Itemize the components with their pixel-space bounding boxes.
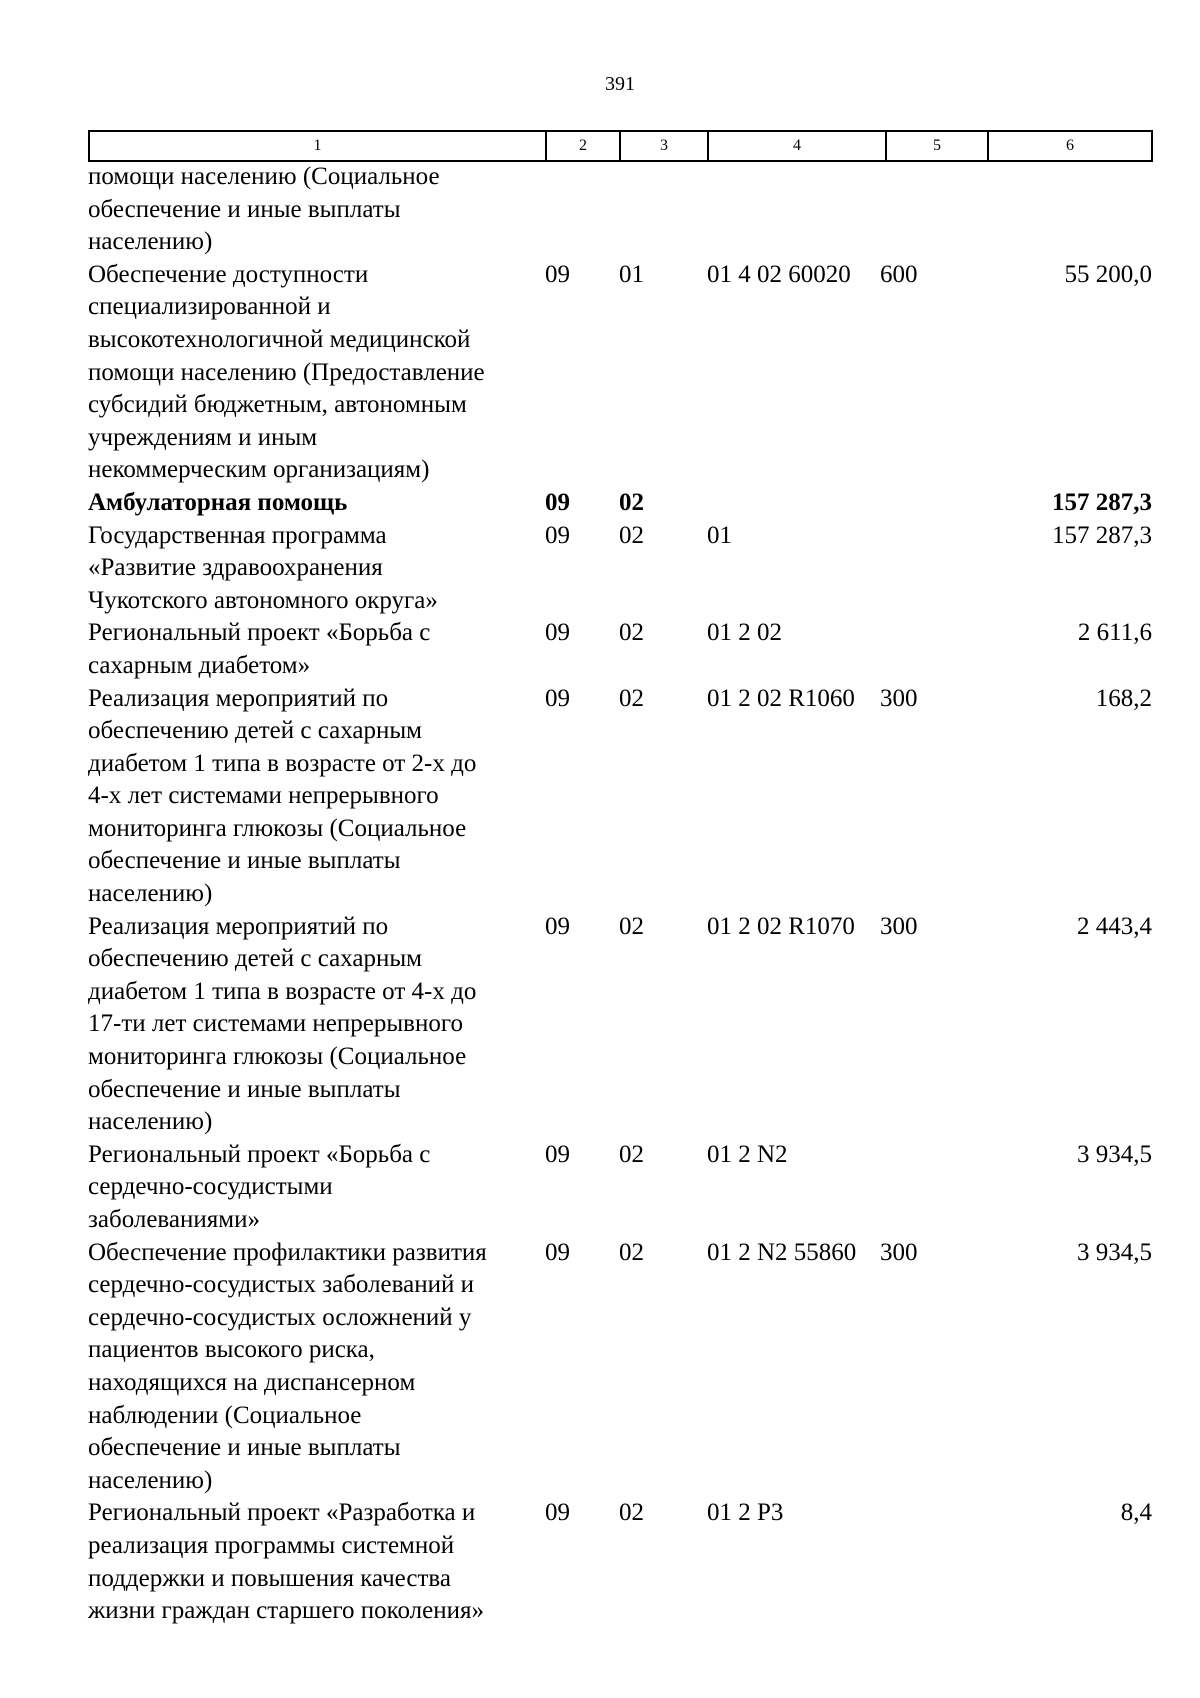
row-name: Обеспечение доступности специализированной и высокотехнологичной медицинской помощи населению (Предоставление субсидий бюджетным, автономным учреждениям и иным некоммерческим организациям) [88, 260, 485, 484]
table-row [88, 1237, 1153, 1498]
row-amount: 55 200,0 [1064, 260, 1152, 288]
table-row [88, 520, 1153, 618]
row-section: 09 [545, 684, 570, 712]
table-row [88, 1139, 1153, 1237]
row-amount: 168,2 [1095, 684, 1152, 712]
row-amount: 157 287,3 [1052, 521, 1152, 549]
row-section: 09 [545, 1238, 570, 1266]
row-subsection: 02 [619, 1238, 644, 1266]
row-expense-type: 300 [880, 1238, 918, 1266]
row-section: 09 [545, 521, 570, 549]
row-expense-type: 300 [880, 684, 918, 712]
row-section: 09 [545, 488, 570, 516]
row-expense-type: 600 [880, 260, 918, 288]
row-name: помощи населению (Социальное обеспечение и иные выплаты населению) [88, 163, 440, 256]
row-name: Амбулаторная помощь [88, 488, 348, 516]
row-name: Региональный проект «Разработка и реализация программы системной поддержки и повышения качества жизни граждан старшего поколения» [88, 1499, 485, 1625]
row-amount: 3 934,5 [1077, 1140, 1152, 1168]
table-row [88, 259, 1153, 487]
row-subsection: 02 [619, 521, 644, 549]
header-col-3: 3 [620, 131, 708, 161]
table-row [88, 617, 1153, 682]
row-expense-type: 300 [880, 912, 918, 940]
row-target-article: 01 2 02 R1060 [707, 684, 855, 712]
row-subsection: 02 [619, 1140, 644, 1168]
row-section: 09 [545, 1140, 570, 1168]
row-section: 09 [545, 619, 570, 647]
row-amount: 3 934,5 [1077, 1238, 1152, 1266]
header-col-2: 2 [546, 131, 620, 161]
row-subsection: 02 [619, 488, 644, 516]
table-row [88, 911, 1153, 1139]
row-amount: 2 443,4 [1077, 912, 1152, 940]
header-col-5: 5 [886, 131, 988, 161]
header-col-6: 6 [988, 131, 1152, 161]
table-row [88, 1497, 1153, 1627]
row-subsection: 02 [619, 684, 644, 712]
row-amount: 2 611,6 [1077, 619, 1152, 647]
row-amount: 157 287,3 [1052, 488, 1152, 516]
row-amount: 8,4 [1120, 1499, 1152, 1527]
row-subsection: 01 [619, 260, 644, 288]
row-name: Региональный проект «Борьба с сердечно-сосудистыми заболеваниями» [88, 1140, 431, 1233]
row-subsection: 02 [619, 1499, 644, 1527]
row-target-article: 01 2 02 [707, 619, 782, 647]
table-row-section-total [88, 487, 1153, 520]
row-target-article: 01 2 N2 55860 [707, 1238, 857, 1266]
row-target-article: 01 [707, 521, 732, 549]
row-name: Государственная программа «Развитие здравоохранения Чукотского автономного округа» [88, 521, 438, 614]
row-target-article: 01 2 P3 [707, 1499, 784, 1527]
table-header [88, 130, 1153, 162]
row-subsection: 02 [619, 619, 644, 647]
row-section: 09 [545, 912, 570, 940]
row-name: Обеспечение профилактики развития сердечно-сосудистых заболеваний и сердечно-сосудистых осложнений у пациентов высокого риска, находящихся на диспансерном наблюдении (Социальное обеспечение и иные выплаты населению) [88, 1238, 487, 1494]
table-row [88, 161, 1153, 259]
row-section: 09 [545, 260, 570, 288]
header-col-1: 1 [89, 131, 546, 161]
page-number: 391 [605, 73, 635, 95]
row-name: Реализация мероприятий по обеспечению детей с сахарным диабетом 1 типа в возрасте от 4-х до 17-ти лет системами непрерывного мониторинга глюкозы (Социальное обеспечение и иные выплаты населению) [88, 912, 477, 1136]
row-subsection: 02 [619, 912, 644, 940]
table-row [88, 683, 1153, 911]
row-target-article: 01 2 N2 [707, 1140, 788, 1168]
row-name: Региональный проект «Борьба с сахарным диабетом» [88, 619, 431, 679]
header-col-4: 4 [708, 131, 886, 161]
row-target-article: 01 2 02 R1070 [707, 912, 855, 940]
row-section: 09 [545, 1499, 570, 1527]
row-name: Реализация мероприятий по обеспечению детей с сахарным диабетом 1 типа в возрасте от 2-х до 4-х лет системами непрерывного мониторинга глюкозы (Социальное обеспечение и иные выплаты населению) [88, 684, 477, 908]
table-body [88, 161, 1153, 1628]
row-target-article: 01 4 02 60020 [707, 260, 851, 288]
